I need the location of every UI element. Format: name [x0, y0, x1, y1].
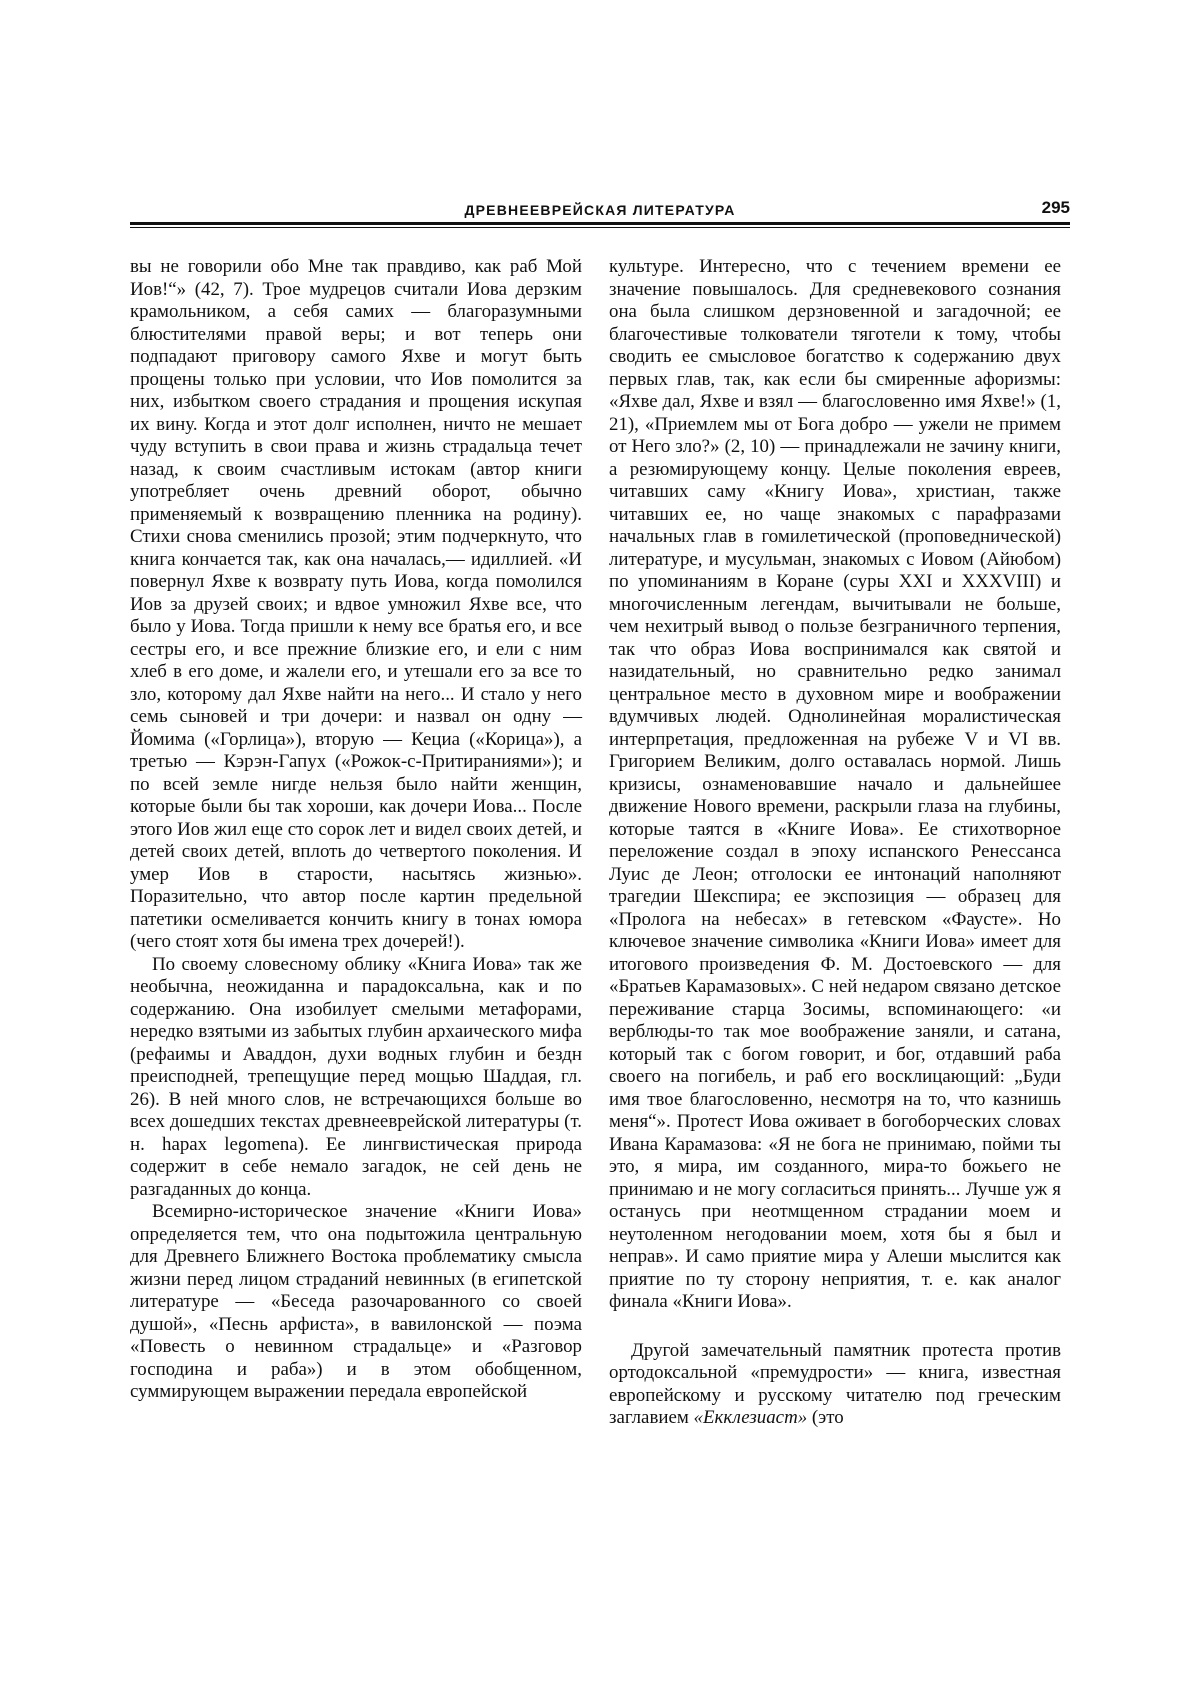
book-title-italic: «Екклезиаст»: [693, 1407, 808, 1428]
running-title: ДРЕВНЕЕВРЕЙСКАЯ ЛИТЕРАТУРА: [464, 202, 736, 218]
paragraph-text: (это: [807, 1407, 844, 1428]
paragraph: Всемирно-историческое значение «Книги Иова» определяется тем, что она подытожила центральную для Древнего Ближнего Востока проблематику смысла жизни перед лицом страданий невинных (в египетской литературе — «Беседа разочарованного со своей душой», «Песнь арфиста», в вавилонской — поэма «Повесть о невинном страдальце» и «Разговор господина и раба») и в этом обобщенном, суммирующем выражении передала европейской: [130, 1201, 582, 1402]
page-number: 295: [1041, 198, 1070, 217]
paragraph-text: Другой замечательный памятник протеста против ортодоксальной «премудрости» — книга, известная европейскому и русскому читателю под греческим заглавием: [609, 1339, 1061, 1428]
header-rule-thin: [130, 227, 1070, 228]
left-column: [130, 256, 582, 1404]
right-column: [609, 256, 1061, 1430]
running-head: [130, 200, 1070, 230]
paragraph: культуре. Интересно, что с течением времени ее значение повышалось. Для средневекового сознания она была слишком дерзновенной и загадочной; ее благочестивые толкователи тяготели к тому, чтобы сводить ее смысловое богатство к содержанию двух первых глав, так, как если бы смиренные афоризмы: «Яхве дал, Яхве и взял — благословенно имя Яхве!» (1, 21), «Приемлем мы от Бога добро — ужели не примем от Него зло?» (2, 10) — принадлежали не зачину книги, а резюмирующему концу. Целые поколения евреев, читавших саму «Книгу Иова», христиан, также читавших ее, но чаще знакомых с парафразами начальных глав в гомилетической (проповеднической) литературе, и мусульман, знакомых с Иовом (Айюбом) по упоминаниям в Коране (суры XXI и XXXVIII) и многочисленным легендам, вычитывали не больше, чем нехитрый вывод о пользе безграничного терпения, так что образ Иова воспринимался как святой и назидательный, но сравнительно редко занимал центральное место в духовном мире и воображении вдумчивых людей. Однолинейная моралистическая интерпретация, предложенная на рубеже V и VI вв. Григорием Великим, долго оставалась нормой. Лишь кризисы, ознаменовавшие начало и дальнейшее движение Нового времени, раскрыли глаза на глубины, которые таятся в «Книге Иова». Ее стихотворное переложение создал в эпоху испанского Ренессанса Луис де Леон; отголоски ее интонаций наполняют трагедии Шекспира; ее экспозиция — образец для «Пролога на небесах» в гетевском «Фаусте». Но ключевое значение символика «Книги Иова» имеет для итогового произведения Ф. М. Достоевского — для «Братьев Карамазовых». С ней недаром связано детское переживание старца Зосимы, вспоминающего: «и верблюды-то так мое воображение заняли, и сатана, который так с богом говорит, и бог, отдавший раба своего на погибель, и раб его восклицающий: „Буди имя твое благословенно, несмотря на то, что казнишь меня“». Протест Иова оживает в богоборческих словах Ивана Карамазова: «Я не бога не принимаю, пойми ты это, я мира, им созданного, мира-то божьего не принимаю и не могу согласиться принять... Лучше уж я останусь при неотмщенном страдании моем и неутоленном негодовании моем, хотя бы я был и неправ». И само приятие мира у Алеши мыслится как приятие по ту сторону неприятия, т. е. как аналог финала «Книги Иова».: [609, 256, 1061, 1312]
header-rule-thick: [130, 222, 1070, 225]
paragraph: По своему словесному облику «Книга Иова» так же необычна, неожиданна и парадоксальна, как и по содержанию. Она изобилует смелыми метафорами, нередко взятыми из забытых глубин архаического мифа (рефаимы и Аваддон, духи водных глубин и бездн преисподней, трепещущие перед мощью Шаддая, гл. 26). В ней много слов, не встречающихся больше во всех дошедших текстах древнееврейской литературы (т. н. hapax legomena). Ее лингвистическая природа содержит в себе немало загадок, не сей день не разгаданных до конца.: [130, 953, 582, 1200]
paragraph: [609, 1340, 1061, 1430]
paragraph: вы не говорили обо Мне так правдиво, как раб Мой Иов!“» (42, 7). Трое мудрецов считали Иова дерзким крамольником, а себя самих — благоразумными блюстителями правой веры; и вот теперь они подпадают приговору самого Яхве и могут быть прощены только при условии, что Иов помолится за них, избытком своего страдания и прощения искупая их вину. Когда и этот долг исполнен, ничто не мешает чуду вступить в свои права и жизнь страдальца течет назад, к своим счастливым истокам (автор книги употребляет очень древний оборот, обычно применяемый к возвращению пленника на родину). Стихи снова сменились прозой; этим подчеркнуто, что книга кончается так, как она началась,— идиллией. «И повернул Яхве к возврату путь Иова, когда помолился Иов за друзей своих; и вдвое умножил Яхве все, что было у Иова. Тогда пришли к нему все братья его, и все сестры его, и все прежние близкие его, и ели с ним хлеб в его доме, и жалели его, и утешали его за все то зло, которому дал Яхве найти на него... И стало у него семь сыновей и три дочери: и назвал он одну — Йомима («Горлица»), вторую — Кециа («Корица»), а третью — Кэрэн-Гапух («Рожок-с-Притираниями»); и по всей земле нигде нельзя было найти женщин, которые были бы так хороши, как дочери Иова... После этого Иов жил еще сто сорок лет и видел своих детей, и детей своих детей, вплоть до четвертого поколения. И умер Иов в старости, насытясь жизнью». Поразительно, что автор после картин предельной патетики осмеливается кончить книгу в тонах юмора (чего стоят хотя бы имена трех дочерей!).: [130, 256, 582, 952]
